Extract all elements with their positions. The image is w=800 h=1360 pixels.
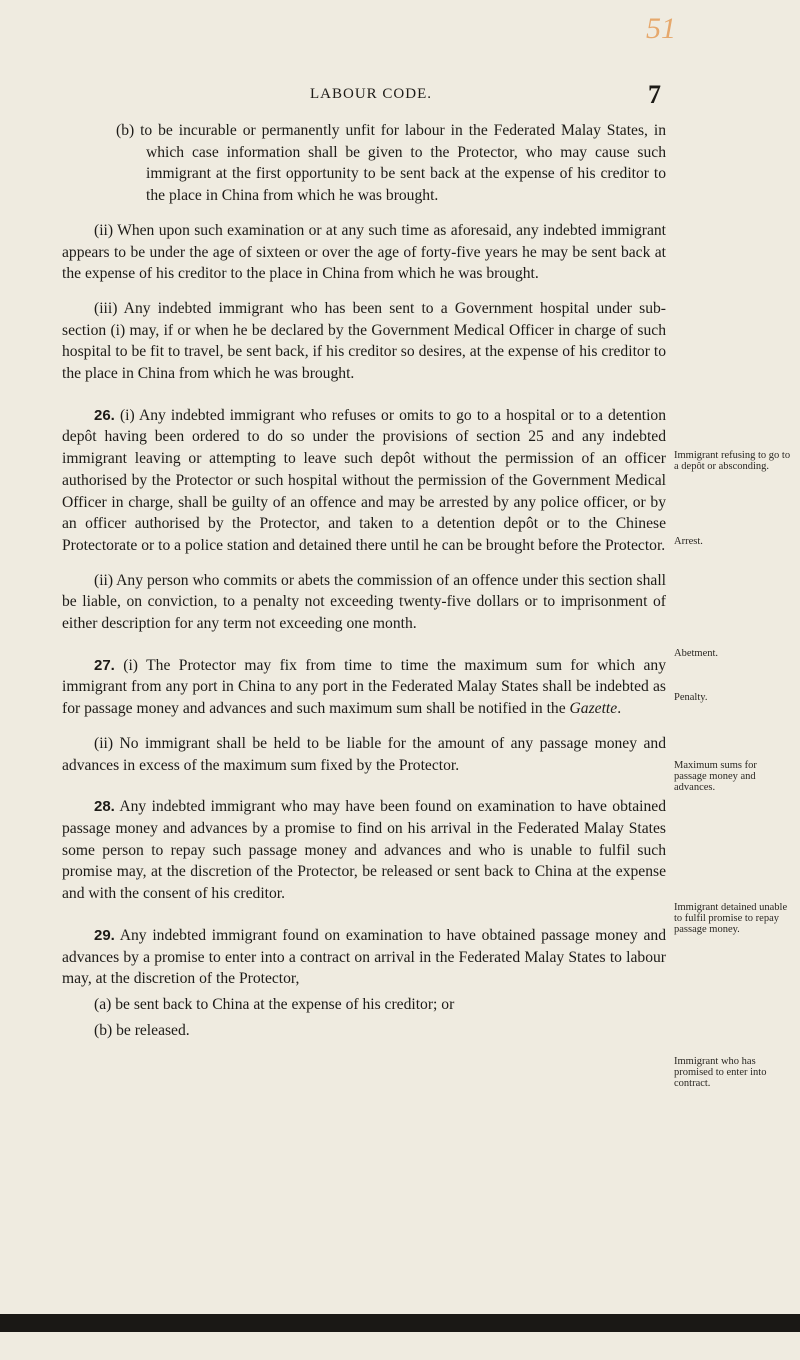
section-29-b: (b) be released.: [94, 1021, 190, 1039]
section-28: [62, 796, 666, 905]
section-26-i-text: (i) Any indebted immigrant who refuses or omits to go to a hospital or to a detention depôt having been ordered to do so under the provisions of section 25 and any indebted immigrant leaving or attempting to leave such depôt without the permission of an officer authorised by the Protector or such hospital without the permission of the Government Medical Officer in charge, shall be guilty of an offence and may be arrested by any police officer, or by an officer authorised by the Protector, and taken to a detention depôt or to the Chinese Protectorate or to a police station and detained there until he can be brought before the Protector.: [62, 406, 666, 554]
section-27-i: [62, 655, 666, 720]
section-26-ii: (ii) Any person who commits or abets the commission of an offence under this section shall be liable, on conviction, to a penalty not exceeding twenty-five dollars or to imprisonment of either description for any term not exceeding one month.: [62, 571, 666, 633]
margin-note-27: Maximum sums for passage money and advances.: [674, 760, 757, 793]
paragraph-25-b-continued: (b) to be incurable or permanently unfit for labour in the Federated Malay States, in which case information shall be given to the Protector, who may cause such immigrant at the first opportunity to be sent back at the expense of his creditor to the place in China from which he was brought.: [116, 122, 666, 205]
section-number: 28.: [94, 798, 115, 816]
section-27-i-text: (i) The Protector may fix from time to time the maximum sum for which any immigrant from any port in China to any port in the Federated Malay States shall be indebted as for passage money and advances and such maximum sum shall be notified in the: [62, 656, 667, 718]
section-29-text: Any indebted immigrant found on examination to have obtained passage money and advances by a promise to enter into a contract on arrival in the Federated Malay States to labour may, at the discretion of the Protector,: [62, 926, 666, 988]
handwritten-folio-mark: 51: [646, 12, 676, 45]
margin-note-26: Immigrant refusing to go to a depôt or absconding.: [674, 450, 791, 472]
section-29-a: (a) be sent back to China at the expense of his creditor; or: [94, 995, 455, 1013]
section-27-ii: (ii) No immigrant shall be held to be liable for the amount of any passage money and advances in excess of the maximum sum fixed by the Protector.: [62, 734, 666, 774]
section-28-text: Any indebted immigrant who may have been found on examination to have obtained passage money and advances by a promise to find on his arrival in the Federated Malay States some person to repay such passage money and advances and who is unable to fulfil such promise may, at the discretion of the Protector, be released or sent back to China at the expense and with the consent of his creditor.: [62, 798, 666, 903]
section-29: [62, 925, 666, 990]
section-26-i: [62, 405, 666, 557]
body-text: [62, 120, 666, 1041]
margin-note-arrest: Arrest.: [674, 536, 703, 547]
page-edge-shadow: [0, 1314, 800, 1332]
margin-note-29: Immigrant who has promised to enter into contract.: [674, 1056, 767, 1089]
section-number: 29.: [94, 926, 115, 944]
paragraph-25-iii: (iii) Any indebted immigrant who has been sent to a Government hospital under sub-section (i) may, if or when he be declared by the Government Medical Officer in charge of such hospital to be fit to travel, be sent back, if his creditor so desires, at the expense of his creditor to the place in China from which he was brought.: [62, 299, 666, 383]
section-27-i-end: .: [617, 700, 622, 718]
running-head: LABOUR CODE.: [310, 86, 433, 102]
gazette-italic: Gazette: [569, 700, 618, 718]
margin-note-penalty: Penalty.: [674, 692, 708, 703]
page-number: 7: [648, 80, 661, 109]
paragraph-25-ii: (ii) When upon such examination or at any such time as aforesaid, any indebted immigrant appears to be under the age of sixteen or over the age of forty-five years he may be sent back at the expense of his creditor to the place in China from which he was brought.: [62, 221, 666, 283]
margin-note-abetment: Abetment.: [674, 648, 719, 659]
section-number: 26.: [94, 406, 115, 424]
section-number: 27.: [94, 656, 115, 674]
margin-note-28: Immigrant detained unable to fulfil promise to repay passage money.: [674, 902, 788, 935]
